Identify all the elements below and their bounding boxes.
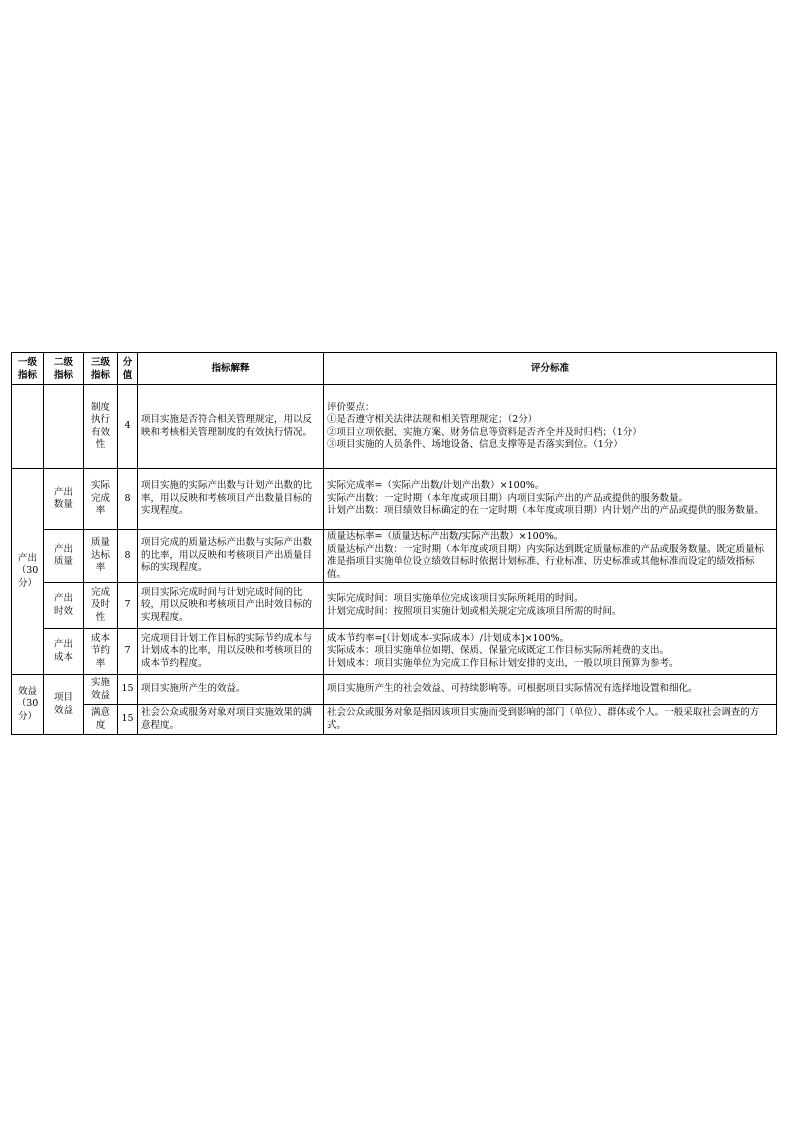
cell-score: 7 xyxy=(118,583,138,629)
cell-level3: 质量 达标 率 xyxy=(84,530,118,583)
cell-level3: 实际 完成 率 xyxy=(84,469,118,530)
cell-standard: 实际完成率=（实际产出数/计划产出数）×100%。 实际产出数：一定时期（本年度或项目期）内项目实际产出的产品或提供的服务数量。 计划产出数：项目绩效目标确定的在一定时期（本年度或项目期）内计划产出的产品或提供的服务数量。 xyxy=(324,469,777,530)
cell-standard: 社会公众或服务对象是指因该项目实施而受到影响的部门（单位）、群体或个人。一般采取社会调查的方式。 xyxy=(324,705,777,735)
cell-score: 15 xyxy=(118,675,138,705)
cell-standard: 质量达标率=（质量达标产出数/实际产出数）×100%。 质量达标产出数：一定时期（本年度或项目期）内实际达到既定质量标准的产品或服务数量。既定质量标准是指项目实施单位设立绩效目标时依据计划标准、行业标准、历史标准或其他标准而设定的绩效指标值。 xyxy=(324,530,777,583)
header-level3: 三级 指标 xyxy=(84,353,118,385)
cell-standard: 实际完成时间：项目实施单位完成该项目实际所耗用的时间。 计划完成时间：按照项目实施计划或相关规定完成该项目所需的时间。 xyxy=(324,583,777,629)
cell-level1: 效益 （30 分） xyxy=(12,675,44,735)
cell-standard: 成本节约率=[（计划成本-实际成本）/计划成本]×100%。 实际成本：项目实施单位如期、保质、保量完成既定工作目标实际所耗费的支出。 计划成本：项目实施单位为完成工作目标计划安排的支出，一般以项目预算为参考。 xyxy=(324,629,777,675)
table-row xyxy=(12,675,777,705)
header-level2: 二级 指标 xyxy=(44,353,84,385)
cell-score: 7 xyxy=(118,629,138,675)
header-score: 分 值 xyxy=(118,353,138,385)
cell-level2: 产出 质量 xyxy=(44,530,84,583)
cell-level2: 项目 效益 xyxy=(44,675,84,735)
cell-level2 xyxy=(44,385,84,469)
header-standard: 评分标准 xyxy=(324,353,777,385)
table-row xyxy=(12,530,777,583)
table-row xyxy=(12,629,777,675)
cell-level2: 产出 时效 xyxy=(44,583,84,629)
cell-score: 15 xyxy=(118,705,138,735)
cell-level1 xyxy=(12,385,44,469)
cell-level3: 成本 节约 率 xyxy=(84,629,118,675)
cell-explanation: 项目实施是否符合相关管理规定，用以反映和考核相关管理制度的有效执行情况。 xyxy=(138,385,324,469)
cell-score: 8 xyxy=(118,469,138,530)
cell-explanation: 项目完成的质量达标产出数与实际产出数的比率，用以反映和考核项目产出质量目标的实现程度。 xyxy=(138,530,324,583)
header-row xyxy=(12,353,777,385)
cell-level2: 产出 成本 xyxy=(44,629,84,675)
cell-level3: 制度 执行 有效 性 xyxy=(84,385,118,469)
cell-explanation: 项目实际完成时间与计划完成时间的比较，用以反映和考核项目产出时效目标的实现程度。 xyxy=(138,583,324,629)
header-level1: 一级 指标 xyxy=(12,353,44,385)
cell-level2: 产出 数量 xyxy=(44,469,84,530)
cell-explanation: 项目实施所产生的效益。 xyxy=(138,675,324,705)
cell-explanation: 社会公众或服务对象对项目实施效果的满意程度。 xyxy=(138,705,324,735)
table-row xyxy=(12,583,777,629)
table-row xyxy=(12,705,777,735)
cell-score: 4 xyxy=(118,385,138,469)
cell-level3: 完成 及时 性 xyxy=(84,583,118,629)
header-explanation: 指标解释 xyxy=(138,353,324,385)
cell-score: 8 xyxy=(118,530,138,583)
cell-explanation: 项目实施的实际产出数与计划产出数的比率，用以反映和考核项目产出数量目标的实现程度。 xyxy=(138,469,324,530)
cell-standard: 评价要点： ①是否遵守相关法律法规和相关管理规定；（2分） ②项目立项依据、实施方案、财务信息等资料是否齐全并及时归档；（1分） ③项目实施的人员条件、场地设备、信息支撑等是否落实到位。（1分） xyxy=(324,385,777,469)
cell-level3: 实施 效益 xyxy=(84,675,118,705)
cell-standard: 项目实施所产生的社会效益、可持续影响等。可根据项目实际情况有选择地设置和细化。 xyxy=(324,675,777,705)
table-row xyxy=(12,469,777,530)
cell-level3: 满意 度 xyxy=(84,705,118,735)
evaluation-table xyxy=(11,352,777,735)
table-row xyxy=(12,385,777,469)
cell-explanation: 完成项目计划工作目标的实际节约成本与计划成本的比率，用以反映和考核项目的成本节约程度。 xyxy=(138,629,324,675)
cell-level1: 产出 （30 分） xyxy=(12,469,44,675)
